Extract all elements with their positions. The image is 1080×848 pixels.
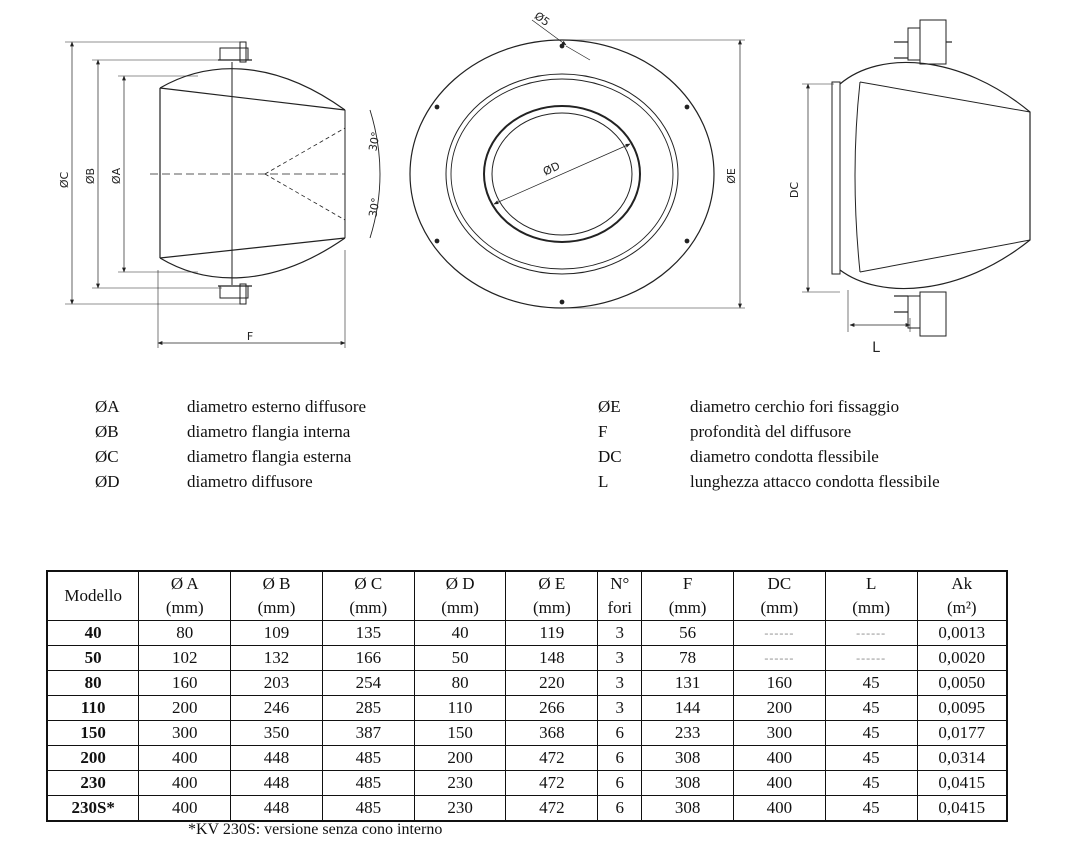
- label-dc: DC: [788, 181, 801, 199]
- side-view: [65, 42, 383, 348]
- table-cell: 135: [322, 621, 414, 646]
- table-cell: 448: [231, 771, 323, 796]
- column-header-unit: (mm): [532, 598, 571, 617]
- legend-description: diametro flangia esterna: [187, 447, 352, 466]
- column-header-unit: (mm): [165, 598, 204, 617]
- column-header-unit: (m²): [946, 598, 977, 617]
- table-cell: 0,0095: [917, 696, 1007, 721]
- table-cell: 368: [506, 721, 598, 746]
- column-header-label: Ø D: [445, 574, 475, 593]
- table-cell: 266: [506, 696, 598, 721]
- table-cell: 144: [642, 696, 734, 721]
- table-cell: 472: [506, 746, 598, 771]
- table-cell: 50: [414, 646, 506, 671]
- table-cell: 485: [322, 746, 414, 771]
- table-cell: 3: [598, 646, 642, 671]
- column-header-label: N°: [610, 574, 630, 593]
- column-header: [322, 571, 414, 621]
- table-cell: 3: [598, 696, 642, 721]
- column-header-unit: (mm): [668, 598, 707, 617]
- table-cell: 0,0020: [917, 646, 1007, 671]
- column-header-model: Modello: [47, 571, 139, 621]
- table-cell: 150: [414, 721, 506, 746]
- legend-symbol: L: [598, 472, 609, 491]
- column-header: [733, 571, 825, 621]
- table-cell: 254: [322, 671, 414, 696]
- column-header-label: L: [865, 574, 877, 593]
- table-cell: 45: [825, 771, 917, 796]
- table-row: [47, 796, 1007, 822]
- table-cell: 109: [231, 621, 323, 646]
- legend-symbol: ØE: [598, 397, 621, 416]
- technical-drawings: [0, 0, 1080, 390]
- table-row: [47, 721, 1007, 746]
- column-header-unit: (mm): [852, 598, 891, 617]
- model-cell: 40: [47, 621, 139, 646]
- table-cell: 472: [506, 771, 598, 796]
- label-angle-bottom: 30°: [366, 196, 383, 219]
- table-cell: 350: [231, 721, 323, 746]
- table-row: [47, 646, 1007, 671]
- table-cell: 200: [733, 696, 825, 721]
- column-header-unit: (mm): [349, 598, 388, 617]
- table-cell: 3: [598, 621, 642, 646]
- legend-description: diametro cerchio fori fissaggio: [690, 397, 900, 416]
- table-cell: 131: [642, 671, 734, 696]
- table-cell: 308: [642, 796, 734, 822]
- column-header: [414, 571, 506, 621]
- table-cell: 110: [414, 696, 506, 721]
- table-cell: 233: [642, 721, 734, 746]
- model-cell: 230S*: [47, 796, 139, 822]
- table-cell: 102: [139, 646, 231, 671]
- model-cell: 150: [47, 721, 139, 746]
- model-cell: 110: [47, 696, 139, 721]
- column-header: [139, 571, 231, 621]
- table-cell: ------: [825, 646, 917, 671]
- table-cell: 400: [139, 746, 231, 771]
- table-row: [47, 671, 1007, 696]
- model-cell: 80: [47, 671, 139, 696]
- table-row: [47, 771, 1007, 796]
- label-oe: ØE: [725, 168, 738, 184]
- table-cell: 160: [733, 671, 825, 696]
- table-cell: 448: [231, 746, 323, 771]
- table-cell: 3: [598, 671, 642, 696]
- table-cell: 308: [642, 746, 734, 771]
- table-cell: 132: [231, 646, 323, 671]
- table-cell: 0,0314: [917, 746, 1007, 771]
- table-cell: 0,0415: [917, 796, 1007, 822]
- table-cell: 45: [825, 746, 917, 771]
- column-header-label: F: [682, 574, 693, 593]
- footnote: *KV 230S: versione senza cono interno: [188, 821, 443, 838]
- table-cell: 308: [642, 771, 734, 796]
- label-hole: Ø5: [531, 9, 553, 29]
- label-oc: ØC: [58, 171, 71, 189]
- front-view: [410, 20, 745, 308]
- table-cell: 230: [414, 771, 506, 796]
- table-cell: 80: [414, 671, 506, 696]
- section-view: [802, 20, 1030, 336]
- table-cell: ------: [733, 646, 825, 671]
- table-cell: 0,0013: [917, 621, 1007, 646]
- table-cell: 285: [322, 696, 414, 721]
- table-cell: 200: [414, 746, 506, 771]
- legend-symbol: ØA: [95, 397, 120, 416]
- table-cell: 400: [733, 746, 825, 771]
- table-cell: 200: [139, 696, 231, 721]
- column-header: [598, 571, 642, 621]
- table-cell: 300: [139, 721, 231, 746]
- column-header-label: Ø E: [538, 574, 566, 593]
- column-header-unit: (mm): [257, 598, 296, 617]
- table-cell: 78: [642, 646, 734, 671]
- legend-symbol: ØB: [95, 422, 119, 441]
- table-cell: 45: [825, 696, 917, 721]
- column-header-unit: (mm): [760, 598, 799, 617]
- legend-symbol: ØC: [95, 447, 119, 466]
- table-cell: 472: [506, 796, 598, 822]
- table-cell: 80: [139, 621, 231, 646]
- table-cell: 0,0177: [917, 721, 1007, 746]
- legend-description: diametro flangia interna: [187, 422, 351, 441]
- table-cell: 387: [322, 721, 414, 746]
- table-cell: 45: [825, 721, 917, 746]
- table-cell: 6: [598, 796, 642, 822]
- table-cell: 485: [322, 771, 414, 796]
- table-row: [47, 621, 1007, 646]
- label-l: L: [872, 340, 880, 356]
- column-header-label: Ø A: [170, 574, 199, 593]
- table-cell: 400: [733, 771, 825, 796]
- table-cell: 6: [598, 746, 642, 771]
- column-header-label: DC: [767, 574, 792, 593]
- table-row: [47, 696, 1007, 721]
- table-cell: 400: [139, 771, 231, 796]
- table-body: [47, 621, 1007, 822]
- model-cell: 200: [47, 746, 139, 771]
- table-cell: ------: [733, 621, 825, 646]
- table-cell: 160: [139, 671, 231, 696]
- table-header-row: [47, 571, 1007, 621]
- label-od: ØD: [541, 159, 563, 179]
- table-cell: 485: [322, 796, 414, 822]
- side-bulb-outline: [160, 69, 345, 278]
- table-cell: 203: [231, 671, 323, 696]
- table-cell: 220: [506, 671, 598, 696]
- table-cell: 6: [598, 721, 642, 746]
- legend-symbol: ØD: [95, 472, 120, 491]
- table-cell: 40: [414, 621, 506, 646]
- label-ob: ØB: [84, 167, 97, 185]
- label-angle-top: 30°: [366, 130, 383, 153]
- column-header-label: Ak: [951, 574, 973, 593]
- legend-description: profondità del diffusore: [690, 422, 852, 441]
- legend-description: lunghezza attacco condotta flessibile: [690, 472, 940, 491]
- column-header: [642, 571, 734, 621]
- table-cell: 400: [733, 796, 825, 822]
- column-header: [917, 571, 1007, 621]
- table-cell: 6: [598, 771, 642, 796]
- label-oa: ØA: [110, 167, 123, 185]
- column-header-unit: (mm): [441, 598, 479, 617]
- table-cell: 119: [506, 621, 598, 646]
- legend-symbol: DC: [598, 447, 622, 466]
- table-cell: 230: [414, 796, 506, 822]
- table-cell: 45: [825, 671, 917, 696]
- column-header-label: Ø B: [262, 574, 291, 593]
- model-cell: 50: [47, 646, 139, 671]
- table-cell: ------: [825, 621, 917, 646]
- table-row: [47, 746, 1007, 771]
- legend-description: diametro condotta flessibile: [690, 447, 879, 466]
- table-cell: 166: [322, 646, 414, 671]
- legend-description: diametro diffusore: [187, 472, 313, 491]
- table-cell: 448: [231, 796, 323, 822]
- table-cell: 0,0415: [917, 771, 1007, 796]
- table-cell: 148: [506, 646, 598, 671]
- table-cell: 400: [139, 796, 231, 822]
- column-header-unit: fori: [607, 598, 632, 617]
- column-header: [506, 571, 598, 621]
- table-cell: 0,0050: [917, 671, 1007, 696]
- table-cell: 45: [825, 796, 917, 822]
- legend-symbol: F: [598, 422, 608, 441]
- column-header: [825, 571, 917, 621]
- label-f: F: [246, 330, 254, 343]
- legend-description: diametro esterno diffusore: [187, 397, 367, 416]
- column-header: [231, 571, 323, 621]
- column-header-label: Ø C: [354, 574, 383, 593]
- specifications-table: [46, 570, 1008, 822]
- table-cell: 56: [642, 621, 734, 646]
- model-cell: 230: [47, 771, 139, 796]
- table-cell: 300: [733, 721, 825, 746]
- table-cell: 246: [231, 696, 323, 721]
